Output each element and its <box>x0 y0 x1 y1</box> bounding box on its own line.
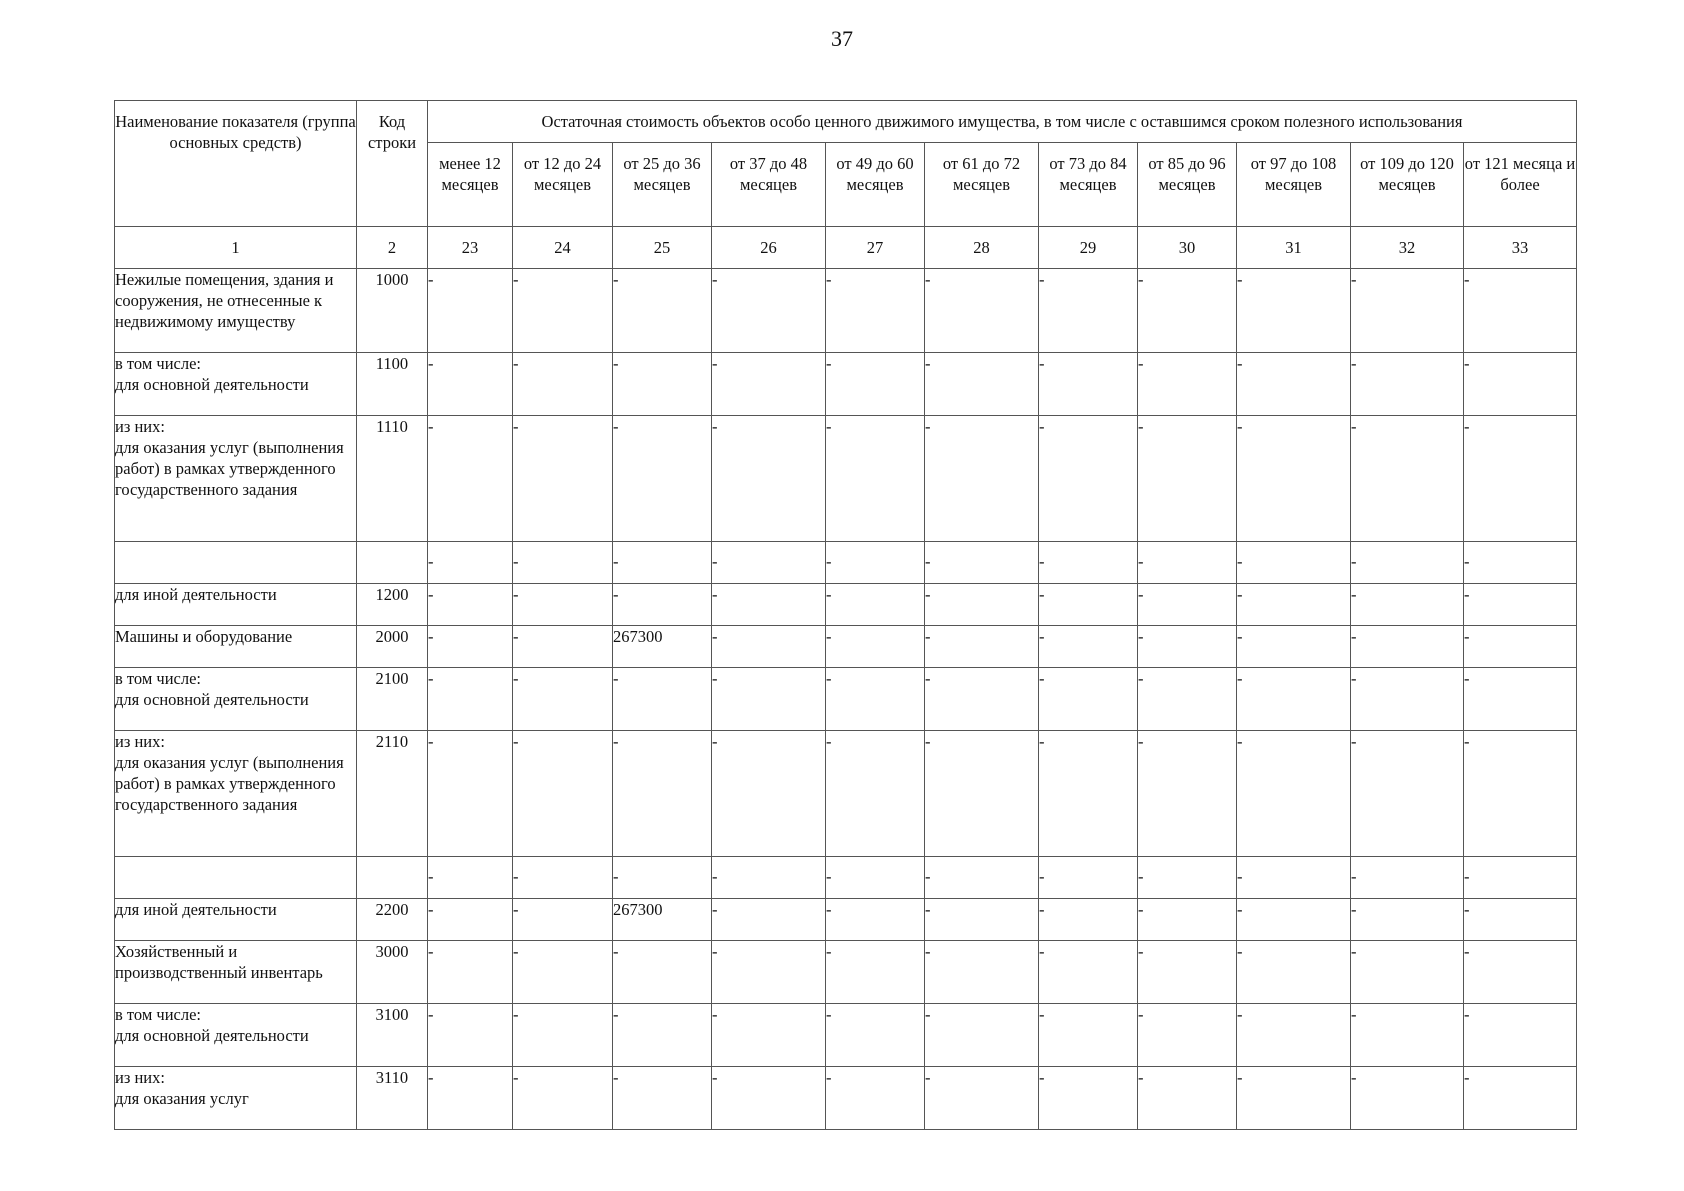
column-number: 28 <box>925 227 1039 269</box>
row-code: 3100 <box>357 1004 428 1067</box>
value-cell: - <box>1039 941 1138 1004</box>
value-cell: - <box>428 584 513 626</box>
value-cell: - <box>613 668 712 731</box>
value-cell: - <box>1138 941 1237 1004</box>
value-cell: - <box>513 416 613 542</box>
value-cell: - <box>712 668 826 731</box>
value-cell: - <box>1138 668 1237 731</box>
value-cell: - <box>513 1067 613 1130</box>
value-cell: - <box>513 269 613 353</box>
value-cell: - <box>1138 269 1237 353</box>
value-cell: - <box>826 668 925 731</box>
value-cell: - <box>925 857 1039 899</box>
value-cell: - <box>712 731 826 857</box>
value-cell: - <box>513 626 613 668</box>
row-code: 1100 <box>357 353 428 416</box>
value-cell: - <box>428 269 513 353</box>
table-row <box>115 1067 1577 1130</box>
value-cell: - <box>1039 1004 1138 1067</box>
header-period: от 37 до 48 месяцев <box>712 143 826 227</box>
value-cell: - <box>613 416 712 542</box>
value-cell: - <box>1351 899 1464 941</box>
value-cell: - <box>613 542 712 584</box>
row-code: 1200 <box>357 584 428 626</box>
value-cell: - <box>613 941 712 1004</box>
row-code: 3110 <box>357 1067 428 1130</box>
value-cell: - <box>1138 584 1237 626</box>
table-row <box>115 353 1577 416</box>
row-code: 1000 <box>357 269 428 353</box>
value-cell: - <box>826 626 925 668</box>
value-cell: - <box>1138 626 1237 668</box>
table-row <box>115 542 1577 584</box>
row-name: для иной деятельности <box>115 584 357 626</box>
header-group: Остаточная стоимость объектов особо ценного движимого имущества, в том числе с оставшимся сроком полезного использования <box>428 101 1577 143</box>
value-cell: - <box>1237 857 1351 899</box>
value-cell: - <box>925 731 1039 857</box>
table-body <box>115 269 1577 1130</box>
value-cell: - <box>826 1067 925 1130</box>
value-cell: - <box>1237 1004 1351 1067</box>
column-number: 29 <box>1039 227 1138 269</box>
value-cell: - <box>1138 899 1237 941</box>
row-code <box>357 857 428 899</box>
value-cell: - <box>826 269 925 353</box>
value-cell: - <box>1138 857 1237 899</box>
row-code <box>357 542 428 584</box>
value-cell: - <box>1351 1004 1464 1067</box>
value-cell: - <box>1464 353 1577 416</box>
value-cell: - <box>826 941 925 1004</box>
value-cell: - <box>1237 584 1351 626</box>
value-cell: - <box>1464 731 1577 857</box>
column-number: 1 <box>115 227 357 269</box>
value-cell: - <box>428 941 513 1004</box>
value-cell: - <box>1138 353 1237 416</box>
header-period: от 25 до 36 месяцев <box>613 143 712 227</box>
header-period: от 97 до 108 месяцев <box>1237 143 1351 227</box>
value-cell: - <box>925 416 1039 542</box>
value-cell: - <box>712 269 826 353</box>
header-period: от 12 до 24 месяцев <box>513 143 613 227</box>
column-number: 30 <box>1138 227 1237 269</box>
column-number: 31 <box>1237 227 1351 269</box>
value-cell: - <box>1464 941 1577 1004</box>
table-row <box>115 941 1577 1004</box>
row-name: Хозяйственный и производственный инвентарь <box>115 941 357 1004</box>
value-cell: - <box>1237 941 1351 1004</box>
value-cell: - <box>712 626 826 668</box>
value-cell: - <box>1138 1067 1237 1130</box>
value-cell: - <box>513 353 613 416</box>
row-name: Машины и оборудование <box>115 626 357 668</box>
row-code: 2000 <box>357 626 428 668</box>
value-cell: - <box>712 416 826 542</box>
value-cell: - <box>1351 542 1464 584</box>
row-name: в том числе: для основной деятельности <box>115 353 357 416</box>
value-cell: - <box>1351 668 1464 731</box>
value-cell: - <box>712 353 826 416</box>
value-cell: - <box>1138 542 1237 584</box>
value-cell: - <box>1351 731 1464 857</box>
value-cell: - <box>1464 668 1577 731</box>
value-cell: - <box>1351 1067 1464 1130</box>
value-cell: - <box>1237 416 1351 542</box>
value-cell: - <box>513 668 613 731</box>
value-cell: - <box>1237 626 1351 668</box>
value-cell: - <box>925 542 1039 584</box>
value-cell: - <box>826 899 925 941</box>
value-cell: - <box>1464 269 1577 353</box>
value-cell: - <box>1039 353 1138 416</box>
header-period: менее 12 месяцев <box>428 143 513 227</box>
value-cell: - <box>513 542 613 584</box>
value-cell: - <box>712 584 826 626</box>
value-cell: - <box>428 668 513 731</box>
column-number: 32 <box>1351 227 1464 269</box>
table-row <box>115 899 1577 941</box>
value-cell: - <box>1039 416 1138 542</box>
value-cell: - <box>925 668 1039 731</box>
value-cell: 267300 <box>613 899 712 941</box>
column-number: 25 <box>613 227 712 269</box>
value-cell: - <box>925 626 1039 668</box>
value-cell: - <box>1351 626 1464 668</box>
value-cell: - <box>925 269 1039 353</box>
value-cell: - <box>1351 857 1464 899</box>
header-period: от 85 до 96 месяцев <box>1138 143 1237 227</box>
value-cell: - <box>428 416 513 542</box>
value-cell: - <box>428 1004 513 1067</box>
row-code: 2100 <box>357 668 428 731</box>
value-cell: - <box>826 353 925 416</box>
value-cell: - <box>613 1067 712 1130</box>
page-number: 37 <box>831 26 853 51</box>
table-row <box>115 269 1577 353</box>
value-cell: - <box>925 584 1039 626</box>
value-cell: - <box>1464 416 1577 542</box>
value-cell: - <box>712 941 826 1004</box>
value-cell: - <box>428 542 513 584</box>
row-code: 3000 <box>357 941 428 1004</box>
row-name <box>115 857 357 899</box>
column-number: 2 <box>357 227 428 269</box>
value-cell: - <box>1039 899 1138 941</box>
value-cell: - <box>1464 584 1577 626</box>
value-cell: - <box>1039 1067 1138 1130</box>
row-code: 2110 <box>357 731 428 857</box>
column-number: 33 <box>1464 227 1577 269</box>
column-number: 27 <box>826 227 925 269</box>
value-cell: - <box>826 416 925 542</box>
table-row <box>115 584 1577 626</box>
value-cell: - <box>513 899 613 941</box>
value-cell: - <box>1351 941 1464 1004</box>
value-cell: - <box>1464 1067 1577 1130</box>
value-cell: - <box>428 1067 513 1130</box>
header-period: от 121 месяца и более <box>1464 143 1577 227</box>
value-cell: - <box>925 1067 1039 1130</box>
value-cell: - <box>1237 731 1351 857</box>
row-name: из них: для оказания услуг (выполнения работ) в рамках утвержденного государственного задания <box>115 731 357 857</box>
value-cell: - <box>1039 269 1138 353</box>
row-name: из них: для оказания услуг (выполнения работ) в рамках утвержденного государственного задания <box>115 416 357 542</box>
value-cell: - <box>428 626 513 668</box>
value-cell: - <box>1464 542 1577 584</box>
value-cell: - <box>1039 584 1138 626</box>
value-cell: - <box>1237 353 1351 416</box>
value-cell: - <box>428 731 513 857</box>
value-cell: - <box>1237 269 1351 353</box>
header-period: от 73 до 84 месяцев <box>1039 143 1138 227</box>
row-name: в том числе: для основной деятельности <box>115 1004 357 1067</box>
table-row <box>115 857 1577 899</box>
header-code: Код строки <box>357 101 428 227</box>
value-cell: - <box>712 857 826 899</box>
value-cell: - <box>1237 1067 1351 1130</box>
value-cell: - <box>1351 269 1464 353</box>
value-cell: - <box>1039 542 1138 584</box>
row-name: из них: для оказания услуг <box>115 1067 357 1130</box>
row-code: 1110 <box>357 416 428 542</box>
value-cell: - <box>1464 626 1577 668</box>
row-name <box>115 542 357 584</box>
value-cell: - <box>826 1004 925 1067</box>
value-cell: - <box>1464 857 1577 899</box>
table-header <box>115 101 1577 269</box>
value-cell: - <box>613 857 712 899</box>
value-cell: - <box>613 731 712 857</box>
row-name: в том числе: для основной деятельности <box>115 668 357 731</box>
value-cell: - <box>1464 1004 1577 1067</box>
value-cell: - <box>513 584 613 626</box>
table-row <box>115 1004 1577 1067</box>
value-cell: - <box>1138 731 1237 857</box>
table-row <box>115 668 1577 731</box>
table-row <box>115 731 1577 857</box>
value-cell: - <box>712 899 826 941</box>
table-row <box>115 626 1577 668</box>
value-cell: - <box>826 542 925 584</box>
fixed-assets-table <box>114 100 1577 1130</box>
value-cell: - <box>712 1067 826 1130</box>
value-cell: - <box>826 584 925 626</box>
value-cell: - <box>712 1004 826 1067</box>
header-period: от 61 до 72 месяцев <box>925 143 1039 227</box>
column-number: 26 <box>712 227 826 269</box>
value-cell: - <box>1237 668 1351 731</box>
value-cell: - <box>826 857 925 899</box>
header-period: от 49 до 60 месяцев <box>826 143 925 227</box>
header-name: Наименование показателя (группа основных средств) <box>115 101 357 227</box>
column-number-row <box>115 227 1577 269</box>
value-cell: - <box>925 1004 1039 1067</box>
value-cell: - <box>513 857 613 899</box>
value-cell: - <box>1237 542 1351 584</box>
value-cell: - <box>428 899 513 941</box>
value-cell: - <box>1039 731 1138 857</box>
value-cell: 267300 <box>613 626 712 668</box>
value-cell: - <box>712 542 826 584</box>
value-cell: - <box>1351 353 1464 416</box>
table-row <box>115 416 1577 542</box>
value-cell: - <box>428 353 513 416</box>
column-number: 24 <box>513 227 613 269</box>
column-number: 23 <box>428 227 513 269</box>
value-cell: - <box>1138 1004 1237 1067</box>
value-cell: - <box>925 941 1039 1004</box>
value-cell: - <box>1351 584 1464 626</box>
value-cell: - <box>1351 416 1464 542</box>
value-cell: - <box>613 1004 712 1067</box>
value-cell: - <box>1039 668 1138 731</box>
value-cell: - <box>613 353 712 416</box>
row-name: для иной деятельности <box>115 899 357 941</box>
row-code: 2200 <box>357 899 428 941</box>
value-cell: - <box>428 857 513 899</box>
row-name: Нежилые помещения, здания и сооружения, не отнесенные к недвижимому имуществу <box>115 269 357 353</box>
value-cell: - <box>925 899 1039 941</box>
value-cell: - <box>1138 416 1237 542</box>
value-cell: - <box>1039 626 1138 668</box>
value-cell: - <box>1237 899 1351 941</box>
header-period: от 109 до 120 месяцев <box>1351 143 1464 227</box>
value-cell: - <box>826 731 925 857</box>
value-cell: - <box>513 1004 613 1067</box>
value-cell: - <box>513 941 613 1004</box>
value-cell: - <box>613 584 712 626</box>
value-cell: - <box>1464 899 1577 941</box>
value-cell: - <box>513 731 613 857</box>
value-cell: - <box>1039 857 1138 899</box>
value-cell: - <box>613 269 712 353</box>
value-cell: - <box>925 353 1039 416</box>
